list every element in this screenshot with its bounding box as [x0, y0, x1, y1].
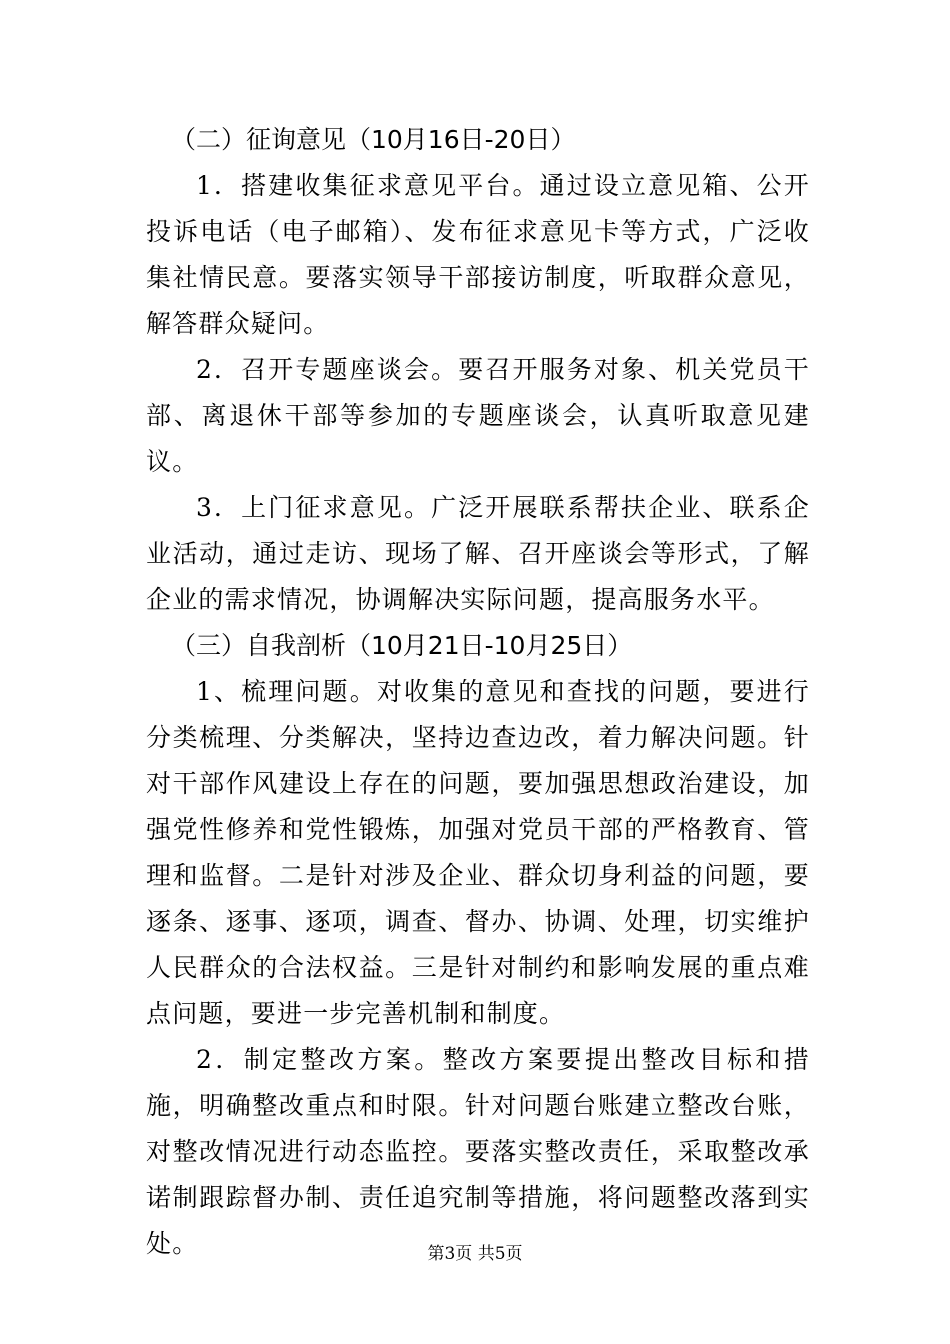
section-heading-self-analysis: （三）自我剖析（10月21日-10月25日）: [171, 631, 633, 660]
paragraph-rectification-plan: 2．制定整改方案。整改方案要提出整改目标和措施，明确整改重点和时限。针对问题台账建立整改台账，对整改情况进行动态监控。要落实整改责任，采取整改承诺制跟踪督办制、责任追究制等措施，将问题整改落到实处。: [146, 1045, 810, 1258]
paragraph-door-to-door: 3．上门征求意见。广泛开展联系帮扶企业、联系企业活动，通过走访、现场了解、召开座谈会等形式，了解企业的需求情况，协调解决实际问题，提高服务水平。: [146, 493, 810, 614]
section-heading-solicit-opinions: （二）征询意见（10月16日-20日）: [171, 125, 576, 154]
paragraph-symposium: 2．召开专题座谈会。要召开服务对象、机关党员干部、离退休干部等参加的专题座谈会，认真听取意见建议。: [146, 355, 810, 476]
document-body: [146, 117, 810, 1267]
page-number-footer: 第3页 共5页: [427, 1244, 523, 1264]
paragraph-sort-problems: 1、梳理问题。对收集的意见和查找的问题，要进行分类梳理、分类解决，坚持边查边改，着力解决问题。针对干部作风建设上存在的问题，要加强思想政治建设，加强党性修养和党性锻炼，加强对党员干部的严格教育、管理和监督。二是针对涉及企业、群众切身利益的问题，要逐条、逐事、逐项，调查、督办、协调、处理，切实维护人民群众的合法权益。三是针对制约和影响发展的重点难点问题，要进一步完善机制和制度。: [146, 677, 810, 1028]
paragraph-build-platform: 1．搭建收集征求意见平台。通过设立意见箱、公开投诉电话（电子邮箱）、发布征求意见卡等方式，广泛收集社情民意。要落实领导干部接访制度，听取群众意见，解答群众疑问。: [146, 171, 810, 338]
